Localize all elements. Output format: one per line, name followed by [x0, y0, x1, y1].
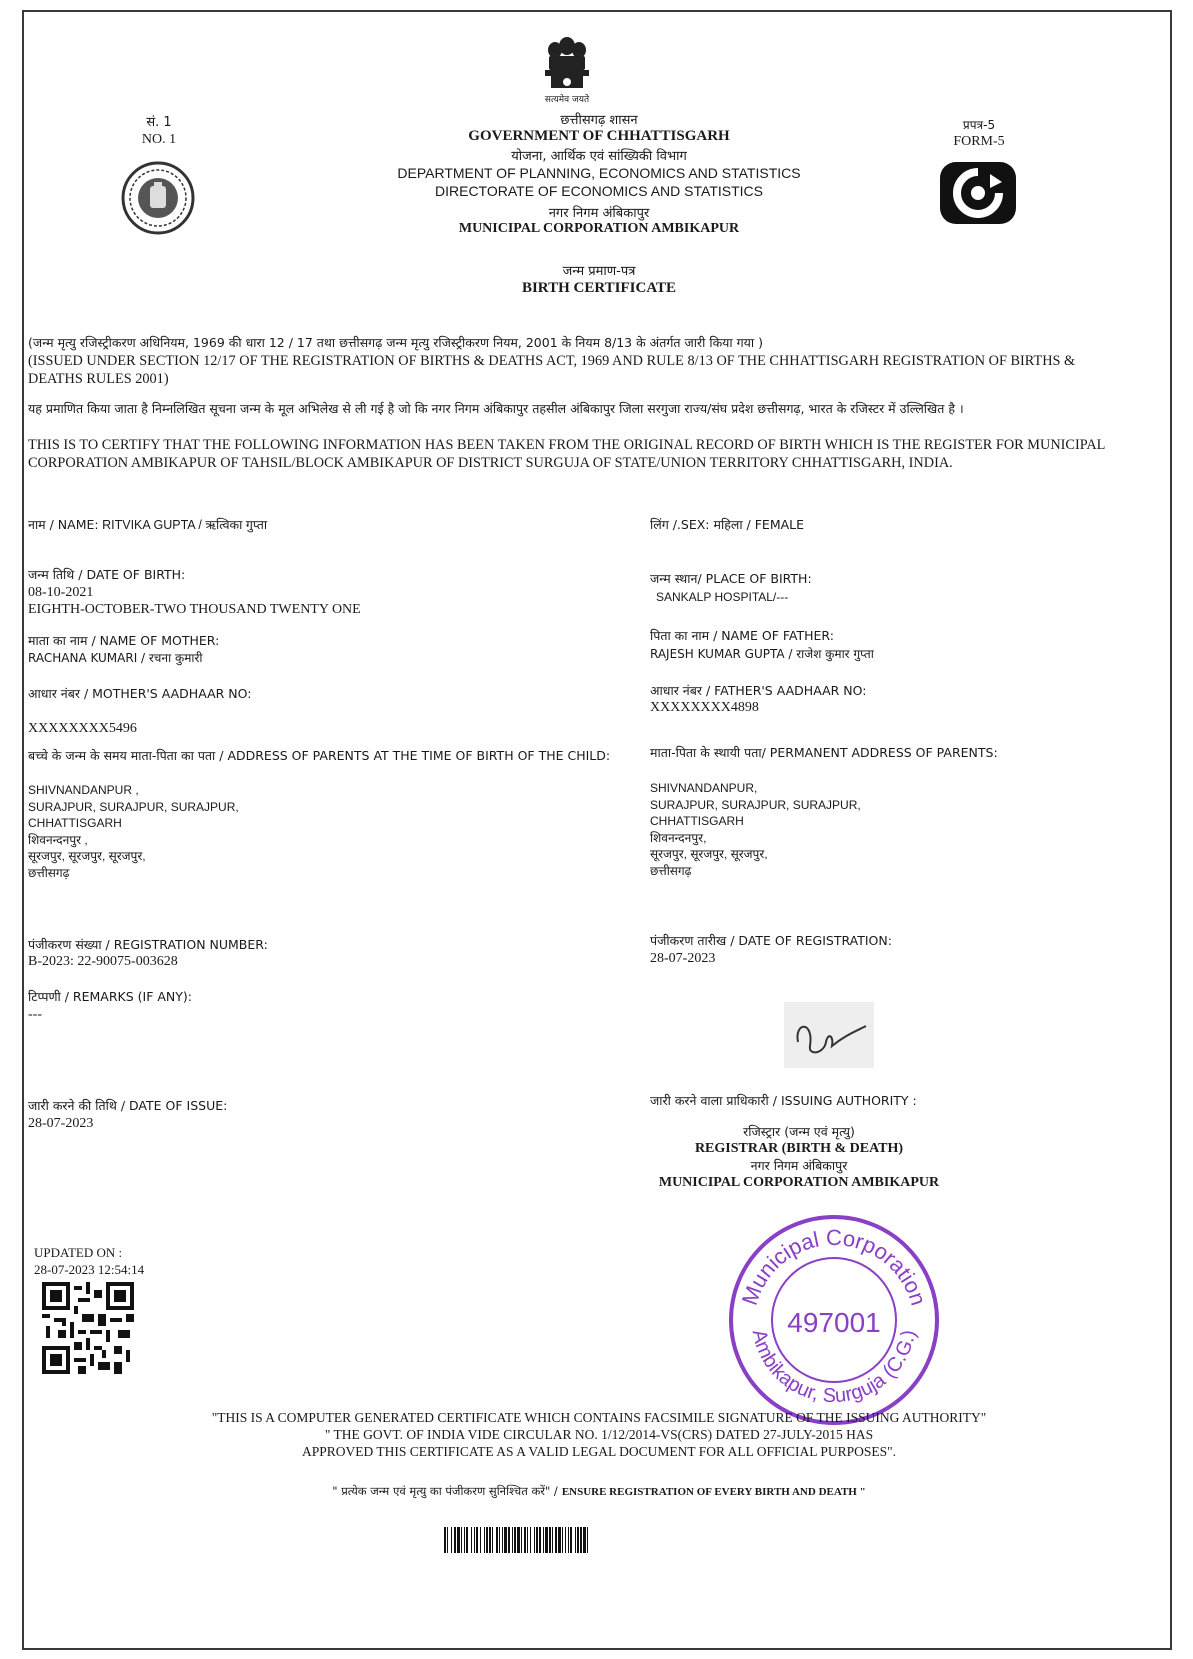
chhattisgarh-seal-icon	[120, 160, 196, 236]
dob-label: जन्म तिथि / DATE OF BIRTH:	[28, 567, 186, 582]
dept-hindi: योजना, आर्थिक एवं सांख्यिकी विभाग	[511, 149, 687, 164]
stamp-text-bottom: Ambikapur, Surguja (C.G.)	[747, 1327, 921, 1408]
remarks-label: टिप्पणी / REMARKS (IF ANY):	[28, 989, 192, 1004]
updated-value: 28-07-2023 12:54:14	[34, 1262, 145, 1277]
reg-date-value: 28-07-2023	[650, 951, 716, 966]
certify-english: THIS IS TO CERTIFY THAT THE FOLLOWING INFORMATION HAS BEEN TAKEN FROM THE ORIGINAL RECORD OF BIRTH WHICH IS THE REGISTER FOR MUNICIPAL CORPORATION AMBIKAPUR OF TAHSIL/BLOCK AMBIKAPUR OF DISTRICT SURGUJA OF STATE/UNION TERRITORY CHHATTISGARH, INDIA.	[28, 437, 1105, 471]
slogan-english: ENSURE REGISTRATION OF EVERY BIRTH AND DEATH "	[561, 1486, 866, 1498]
mother-aadhaar-value: XXXXXXXX5496	[28, 721, 137, 736]
father-label: पिता का नाम / NAME OF FATHER:	[650, 628, 834, 643]
pob-label: जन्म स्थान/ PLACE OF BIRTH:	[650, 571, 812, 586]
pob-value: SANKALP HOSPITAL/---	[656, 590, 789, 604]
mother-label: माता का नाम / NAME OF MOTHER:	[28, 633, 220, 648]
crs-logo-icon	[938, 160, 1018, 226]
sex-label: लिंग /.SEX:	[650, 517, 710, 532]
certify-hindi: यह प्रमाणित किया जाता है निम्नलिखित सूचना जन्म के मूल अभिलेख से ली गई है जो कि नगर निगम अंबिकापुर तहसील अंबिकापुर जिला सरगुजा राज्य/संघ प्रदेश छत्तीसगढ़, भारत के रजिस्टर में उल्लिखित है ।	[28, 401, 964, 416]
name-value: RITVIKA GUPTA / ऋत्विका गुप्ता	[102, 518, 268, 532]
gov-hindi: छत्तीसगढ़ शासन	[560, 113, 638, 128]
certificate-page	[22, 10, 1172, 1650]
father-aadhaar-value: XXXXXXXX4898	[650, 700, 759, 715]
svg-text:Municipal Corporation	[737, 1225, 931, 1308]
issued-under-hindi: (जन्म मृत्यु रजिस्ट्रीकरण अधिनियम, 1969 की धारा 12 / 17 तथा छत्तीसगढ़ जन्म मृत्यु रजिस्ट्रीकरण नियम, 2001 के नियम 8/13 के अंतर्गत जारी किया गया )	[28, 335, 764, 350]
barcode	[444, 1527, 744, 1553]
issue-date-label: जारी करने की तिथि / DATE OF ISSUE:	[28, 1098, 228, 1113]
registrar-hindi: रजिस्ट्रार (जन्म एवं मृत्यु)	[743, 1124, 855, 1139]
footer-note-2: " THE GOVT. OF INDIA VIDE CIRCULAR NO. 1/12/2014-VS(CRS) DATED 27-JULY-2015 HAS	[324, 1427, 874, 1442]
authority-corp-hindi: नगर निगम अंबिकापुर	[750, 1158, 848, 1173]
name-label: नाम / NAME:	[28, 517, 99, 532]
registrar-english: REGISTRAR (BIRTH & DEATH)	[694, 1141, 904, 1156]
slogan-row	[54, 1482, 1144, 1500]
svg-text:Ambikapur, Surguja (C.G.)	[748, 1328, 921, 1408]
mother-value: RACHANA KUMARI / रचना कुमारी	[28, 651, 203, 665]
dob-value: 08-10-2021	[28, 585, 94, 600]
mother-aadhaar-label: आधार नंबर / MOTHER'S AADHAAR NO:	[28, 686, 252, 701]
reg-no-label: पंजीकरण संख्या / REGISTRATION NUMBER:	[28, 937, 268, 952]
footer-note-1: "THIS IS A COMPUTER GENERATED CERTIFICATE WHICH CONTAINS FACSIMILE SIGNATURE OF THE ISSUING AUTHORITY"	[211, 1410, 987, 1425]
barcode-bar	[588, 1527, 590, 1553]
updated-label: UPDATED ON :	[34, 1245, 123, 1260]
municipal-stamp	[724, 1210, 944, 1430]
directorate-english: DIRECTORATE OF ECONOMICS AND STATISTICS	[435, 183, 763, 199]
gov-english: GOVERNMENT OF CHHATTISGARH	[468, 128, 730, 144]
qr-code	[42, 1282, 134, 1374]
reg-no-value: B-2023: 22-90075-003628	[28, 954, 178, 969]
name-row	[28, 516, 588, 535]
slogan-hindi: " प्रत्येक जन्म एवं मृत्यु का पंजीकरण सुनिश्चित करें" /	[332, 1484, 558, 1498]
remarks-value: ---	[28, 1007, 42, 1022]
authority-corp-english: MUNICIPAL CORPORATION AMBIKAPUR	[658, 1175, 940, 1190]
authority-label: जारी करने वाला प्राधिकारी / ISSUING AUTHORITY :	[650, 1093, 917, 1108]
dob-words: EIGHTH-OCTOBER-TWO THOUSAND TWENTY ONE	[28, 602, 361, 617]
form-no: FORM-5	[953, 134, 1005, 149]
addr-perm-label: माता-पिता के स्थायी पता/ PERMANENT ADDRESS OF PARENTS:	[650, 745, 998, 760]
title-english: BIRTH CERTIFICATE	[521, 280, 677, 296]
addr-perm-value: SHIVNANDANPUR, SURAJPUR, SURAJPUR, SURAJPUR, CHHATTISGARH शिवनन्दनपुर, सूरजपुर, सूरजपुर, सूरजपुर, छत्तीसगढ़	[650, 781, 861, 878]
form-no-hindi: प्रपत्र-5	[962, 118, 996, 132]
issued-under-english: (ISSUED UNDER SECTION 12/17 OF THE REGISTRATION OF BIRTHS & DEATHS ACT, 1969 AND RULE 8/13 OF THE CHHATTISGARH REGISTRATION OF BIRTHS & DEATHS RULES 2001)	[28, 353, 1076, 387]
corp-hindi: नगर निगम अंबिकापुर	[548, 206, 650, 221]
stamp-pin: 497001	[787, 1307, 881, 1338]
sex-row	[650, 516, 804, 534]
sex-value: महिला / FEMALE	[713, 517, 805, 532]
addr-birth-label: बच्चे के जन्म के समय माता-पिता का पता / ADDRESS OF PARENTS AT THE TIME OF BIRTH OF THE CHILD:	[28, 748, 611, 763]
father-aadhaar-label: आधार नंबर / FATHER'S AADHAAR NO:	[650, 683, 867, 698]
cert-no-hindi: सं. 1	[146, 115, 172, 130]
title-hindi: जन्म प्रमाण-पत्र	[562, 264, 636, 279]
cert-no: NO. 1	[141, 132, 177, 147]
footer-note-3: APPROVED THIS CERTIFICATE AS A VALID LEGAL DOCUMENT FOR ALL OFFICIAL PURPOSES".	[301, 1444, 897, 1459]
addr-birth-value: SHIVNANDANPUR , SURAJPUR, SURAJPUR, SURAJPUR, CHHATTISGARH शिवनन्दनपुर , सूरजपुर, सूरजपुर, सूरजपुर, छत्तीसगढ़	[28, 783, 239, 880]
issue-date-value: 28-07-2023	[28, 1116, 94, 1131]
stamp-text-top: Municipal Corporation	[736, 1224, 932, 1309]
father-value: RAJESH KUMAR GUPTA / राजेश कुमार गुप्ता	[650, 647, 874, 661]
dept-english: DEPARTMENT OF PLANNING, ECONOMICS AND STATISTICS	[397, 165, 801, 181]
corp-english: MUNICIPAL CORPORATION AMBIKAPUR	[458, 221, 740, 236]
registrar-signature	[784, 1002, 874, 1068]
reg-date-label: पंजीकरण तारीख / DATE OF REGISTRATION:	[650, 933, 892, 948]
emblem-motto: सत्यमेव जयते	[544, 95, 590, 105]
national-emblem-icon	[539, 34, 595, 92]
